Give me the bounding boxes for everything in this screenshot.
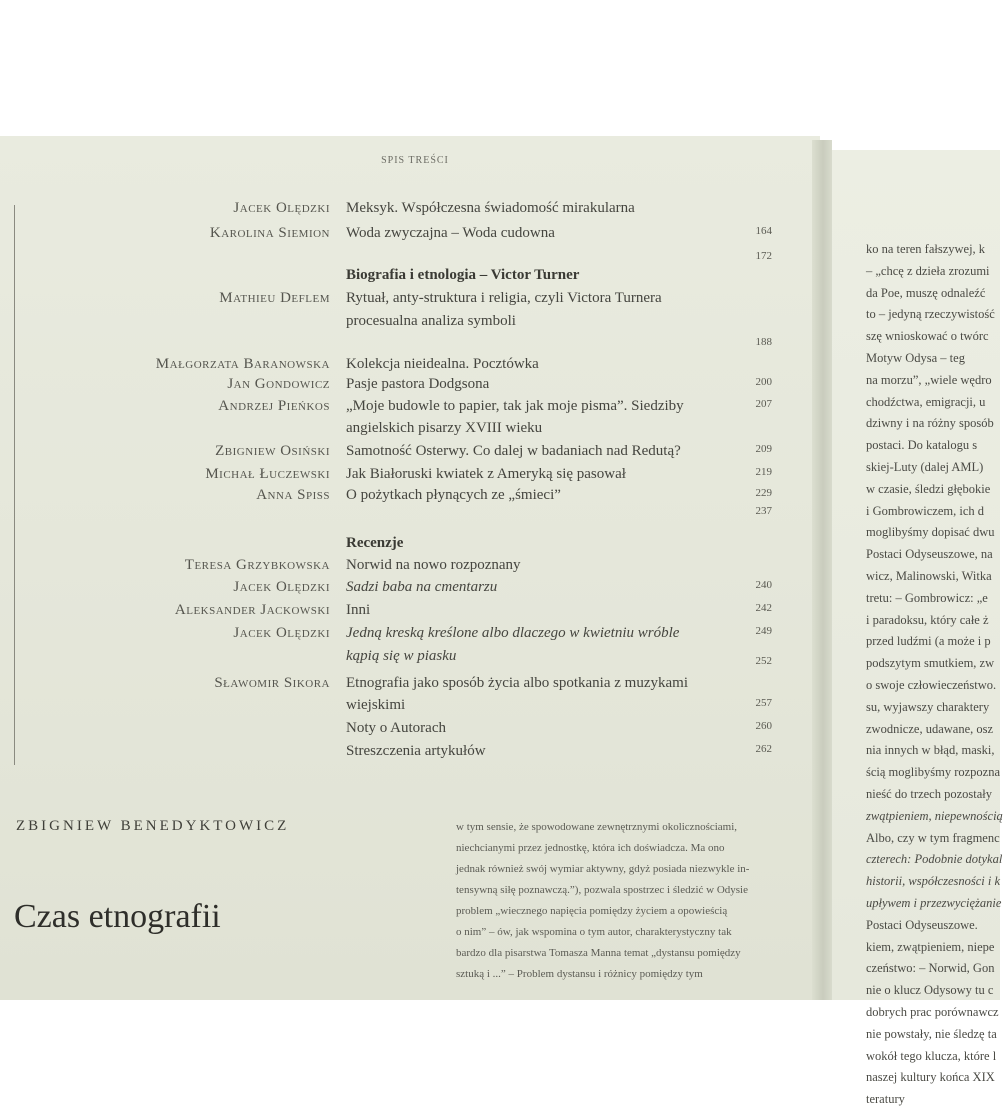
article-text-line: bardzo dla pisarstwa Tomasza Manna temat „dystansu pomiędzy [456, 947, 741, 959]
article-author: ZBIGNIEW BENEDYKTOWICZ [16, 818, 290, 834]
toc-page-number: 260 [755, 720, 772, 732]
right-page-text-line: naszej kultury końca XIX [866, 1070, 995, 1085]
right-page-text-line: na morzu”, „wiele wędro [866, 372, 992, 387]
article-text-line: problem „wiecznego napięcia pomiędzy życiem a opowieścią [456, 905, 728, 917]
toc-row [0, 505, 800, 527]
right-page-text-line: i Gombrowiczem, ich d [866, 503, 985, 518]
toc-row [0, 625, 800, 647]
right-page-text-line: nieść do trzech pozostały [866, 787, 992, 801]
toc-title: „Moje budowle to papier, tak jak moje pisma”. Siedziby [346, 398, 684, 414]
toc-row [0, 602, 800, 624]
toc-page-number: 188 [755, 336, 772, 348]
right-page-text-line: nia innych w błąd, maski, [866, 743, 995, 758]
toc-row [0, 579, 800, 601]
right-page-text-line: dziwny i na różny sposób [866, 416, 994, 431]
toc-row [0, 200, 800, 222]
toc-row [0, 313, 800, 335]
toc-author: Małgorzata Baranowska [155, 356, 330, 372]
toc-title: Kolekcja nieidealna. Pocztówka [346, 356, 539, 372]
toc-title: Sadzi baba na cmentarzu [346, 579, 498, 595]
toc-title: kąpią się w piasku [346, 648, 457, 664]
toc-page-number: 262 [755, 743, 772, 755]
right-page-text-line: dobrych prac porównawcz [866, 1005, 999, 1019]
toc-page-number: 252 [755, 655, 772, 667]
toc-title: procesualna analiza symboli [346, 313, 516, 329]
toc-title: Etnografia jako sposób życia albo spotkania z muzykami [346, 675, 688, 691]
toc-title: Streszczenia artykułów [346, 743, 486, 759]
right-page-text-line: szę wnioskować o twórc [866, 329, 989, 344]
article-text-line: tensywną siłę poznawczą.”), pozwala spostrzec i śledzić w Odysie [456, 884, 748, 896]
toc-row [0, 376, 800, 398]
toc-row [0, 290, 800, 312]
toc-page-number: 209 [755, 443, 772, 455]
right-page-text-line: Postaci Odyseuszowe, na [866, 547, 993, 562]
right-page-text-line: to – jedyną rzeczywistość [866, 307, 995, 322]
right-page-text-line: nie o klucz Odysowy tu c [866, 983, 994, 998]
toc-row [0, 535, 800, 557]
toc-row [0, 356, 800, 378]
right-page-text-line: przed ludźmi (a może i p [866, 634, 991, 649]
toc-title: Meksyk. Współczesna świadomość mirakularna [346, 200, 635, 216]
toc-author: Zbigniew Osiński [215, 443, 330, 459]
toc-page-number: 257 [755, 697, 772, 709]
toc-title: angielskich pisarzy XVIII wieku [346, 420, 543, 436]
toc-row [0, 697, 800, 719]
toc-row [0, 557, 800, 579]
toc-title: Norwid na nowo rozpoznany [346, 557, 521, 573]
right-page-text-line: Motyw Odysa – teg [866, 351, 965, 365]
toc-title: Samotność Osterwy. Co dalej w badaniach nad Redutą? [346, 443, 681, 459]
right-page-text-line: da Poe, muszę odnaleźć [866, 285, 986, 300]
toc-section-heading: Recenzje [346, 535, 404, 551]
right-page-text-line: Albo, czy w tym fragmenc [866, 830, 1000, 845]
toc-row [0, 336, 800, 358]
right-page-text-line: teratury [866, 1092, 905, 1107]
right-page-text-line: chodźctwa, emigracji, u [866, 394, 986, 409]
toc-author: Andrzej Pieńkos [218, 398, 330, 414]
toc-page-number: 240 [755, 579, 772, 591]
right-page-text-line: historii, współczesności i k [866, 874, 1001, 889]
right-page-text-line: ścią moglibyśmy rozpozna [866, 765, 1000, 780]
article-title: Czas etnografii [14, 898, 221, 935]
right-page-text-line: wicz, Malinowski, Witka [866, 569, 992, 583]
toc-row [0, 398, 800, 420]
toc-author: Jacek Olędzki [233, 625, 330, 641]
right-page-text-line: skiej-Luty (dalej AML) [866, 460, 984, 474]
right-page-text-line: zwątpieniem, niepewnością [866, 808, 1003, 823]
toc-author: Sławomir Sikora [214, 675, 330, 691]
toc-row [0, 420, 800, 442]
right-page-text-line: moglibyśmy dopisać dwu [866, 525, 995, 540]
toc-author: Aleksander Jackowski [174, 602, 330, 618]
article-text-line: o nim” – ów, jak wspomina o tym autor, charakterystyczny tak [456, 926, 732, 938]
toc-title: Noty o Autorach [346, 720, 446, 736]
toc-row [0, 720, 800, 742]
toc-author: Michał Łuczewski [205, 466, 330, 482]
right-page-text-line: o swoje człowieczeństwo. [866, 678, 997, 692]
right-page [826, 150, 1003, 1107]
toc-page-number: 229 [755, 487, 772, 499]
toc-author: Mathieu Deflem [219, 290, 330, 306]
right-page-text-line: postaci. Do katalogu s [866, 438, 978, 453]
toc-section-heading: Biografia i etnologia – Victor Turner [346, 267, 580, 283]
toc-row [0, 743, 800, 765]
right-page-text-line: Postaci Odyseuszowe. [866, 917, 978, 932]
toc-author: Teresa Grzybkowska [184, 557, 330, 573]
toc-page-number: 219 [755, 466, 772, 478]
toc-page-number: 200 [755, 376, 772, 388]
toc-title: wiejskimi [346, 697, 406, 713]
article-text-line: sztuką i ...” – Problem dystansu i różnicy pomiędzy tym [456, 968, 703, 980]
right-page-text-line: kiem, zwątpieniem, niepe [866, 939, 995, 954]
toc-title: Pasje pastora Dodgsona [346, 376, 490, 392]
toc-row [0, 655, 800, 677]
article-text-line: w tym sensie, że spowodowane zewnętrznymi okolicznościami, [456, 821, 738, 833]
right-page-text-line: wokół tego klucza, które l [866, 1048, 997, 1063]
right-page-text-line: podszytym smutkiem, zw [866, 656, 995, 671]
toc-title: Jedną kreską kreślone albo dlaczego w kwietniu wróble [346, 625, 680, 641]
right-page-text-line: upływem i przezwyciężanie [866, 896, 1002, 910]
book-gutter [812, 140, 832, 1000]
toc-page-number: 249 [755, 625, 772, 637]
right-page-text-line: i paradoksu, który całe ż [866, 612, 989, 627]
right-page-text-line: tretu: – Gombrowicz: „e [866, 590, 988, 605]
article-text-line: niechcianymi przez jednostkę, która ich doświadcza. Ma ono [456, 842, 725, 854]
toc-title: Inni [346, 602, 371, 618]
right-page-text-line: czterech: Podobnie dotykal [866, 852, 1003, 867]
right-page-text-line: czeństwo: – Norwid, Gon [866, 961, 995, 976]
toc-author: Karolina Siemion [209, 225, 330, 241]
toc-title: O pożytkach płynących ze „śmieci” [346, 487, 561, 503]
toc-row [0, 225, 800, 247]
article-text-line: jednak również swój wymiar aktywny, gdyż posiada niezwykle in- [456, 863, 750, 875]
toc-title: Jak Białoruski kwiatek z Ameryką się pasował [346, 466, 626, 482]
toc-row [0, 675, 800, 697]
right-page-text-line: su, wyjawszy charaktery [866, 699, 990, 714]
toc-author: Jacek Olędzki [233, 200, 330, 216]
toc-page-number: 242 [755, 602, 772, 614]
toc-page-number: 164 [755, 225, 772, 237]
toc-author: Jan Gondowicz [227, 376, 330, 392]
toc-row [0, 466, 800, 488]
running-head: SPIS TREŚCI [381, 155, 449, 166]
toc-author: Anna Spiss [256, 487, 330, 503]
right-page-text-line: zwodnicze, udawane, osz [866, 721, 994, 736]
toc-author: Jacek Olędzki [233, 579, 330, 595]
toc-page-number: 207 [755, 398, 772, 410]
toc-page-number: 237 [755, 505, 772, 517]
toc-row [0, 267, 800, 289]
right-page-text-line: ko na teren fałszywej, k [866, 242, 986, 256]
toc-title: Rytuał, anty-struktura i religia, czyli Victora Turnera [346, 290, 662, 306]
right-page-text-line: – „chcę z dzieła zrozumi [866, 263, 990, 278]
toc-row [0, 443, 800, 465]
toc-page-number: 172 [755, 250, 772, 262]
right-page-text-line: nie powstały, nie śledzę ta [866, 1026, 997, 1041]
right-page-text-line: w czasie, śledzi głębokie [866, 481, 991, 496]
toc-title: Woda zwyczajna – Woda cudowna [346, 225, 555, 241]
